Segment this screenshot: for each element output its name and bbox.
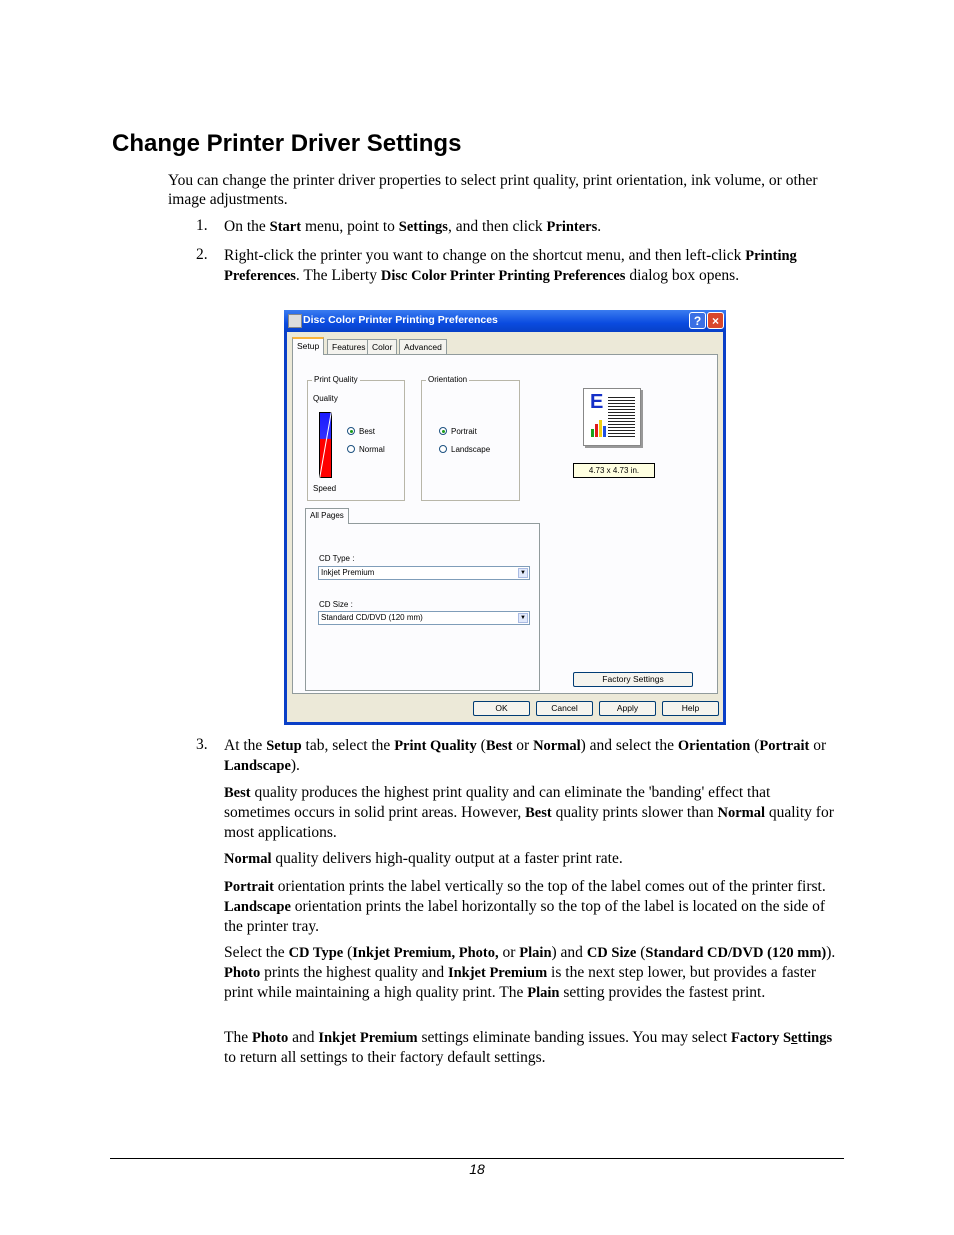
print-quality-group bbox=[307, 375, 405, 501]
apply-button[interactable]: Apply bbox=[599, 701, 656, 716]
cancel-button[interactable]: Cancel bbox=[536, 701, 593, 716]
setup-tab-panel bbox=[292, 354, 718, 694]
page-preview-image bbox=[583, 388, 641, 446]
print-quality-label: Print Quality bbox=[314, 375, 358, 384]
orientation-group bbox=[421, 375, 520, 501]
preview-bar bbox=[599, 420, 602, 437]
normal-paragraph: Normal quality delivers high-quality output at a faster print rate. bbox=[224, 850, 623, 867]
tab-color[interactable]: Color bbox=[367, 339, 397, 354]
portrait-radio[interactable] bbox=[439, 427, 447, 435]
cd-type-label: CD Type : bbox=[319, 554, 355, 563]
all-pages-panel bbox=[305, 523, 540, 691]
printing-preferences-dialog bbox=[284, 310, 726, 725]
quality-label: Quality bbox=[313, 394, 338, 403]
normal-label: Normal bbox=[359, 445, 385, 454]
cd-size-label: CD Size : bbox=[319, 600, 353, 609]
preview-bar bbox=[603, 426, 606, 437]
step-number: 2. bbox=[196, 246, 208, 263]
step-1-text: On the Start menu, point to Settings, and then click Printers. bbox=[224, 218, 602, 235]
step-3-text: At the Setup tab, select the Print Quality (Best or Normal) and select the Orientation (Portrait or Landscape). bbox=[224, 737, 827, 774]
portrait-label: Portrait bbox=[451, 427, 477, 436]
preview-bar bbox=[591, 429, 594, 437]
preview-bar bbox=[595, 424, 598, 437]
photo-paragraph: The Photo and Inkjet Premium settings eliminate banding issues. You may select Factory Settings to return all settings to their factory default settings. bbox=[224, 1029, 833, 1066]
page-title: Change Printer Driver Settings bbox=[112, 130, 462, 157]
best-paragraph: Best quality produces the highest print quality and can eliminate the 'banding' effect that sometimes occurs in solid print areas. However, Best quality prints slower than Normal quality for most applications. bbox=[224, 784, 834, 841]
cd-type-value: Inkjet Premium bbox=[321, 568, 375, 577]
tab-features[interactable]: Features bbox=[327, 339, 371, 354]
quality-speed-bar bbox=[319, 412, 332, 478]
speed-label: Speed bbox=[313, 484, 337, 493]
normal-radio[interactable] bbox=[347, 445, 355, 453]
paper-size-label: 4.73 x 4.73 in. bbox=[573, 463, 655, 478]
step-number: 1. bbox=[196, 217, 208, 234]
orientation-label: Orientation bbox=[428, 375, 468, 384]
tab-advanced[interactable]: Advanced bbox=[399, 339, 447, 354]
tab-all-pages[interactable]: All Pages bbox=[305, 508, 349, 524]
portrait-paragraph: Portrait orientation prints the label vertically so the top of the label comes out of the printer first. Landscape orientation prints the label horizontally so the top of the label is located on the side of the printer tray. bbox=[224, 878, 826, 935]
help-button[interactable]: Help bbox=[662, 701, 719, 716]
preview-lines bbox=[608, 395, 635, 437]
page-number: 18 bbox=[469, 1161, 485, 1177]
best-label: Best bbox=[359, 427, 376, 436]
step-2-text: Right-click the printer you want to change on the shortcut menu, and then left-click Printing Preferences. The Liberty Disc Color Printer Printing Preferences dialog box opens. bbox=[224, 247, 797, 284]
step-number: 3. bbox=[196, 736, 208, 753]
cd-type-paragraph: Select the CD Type (Inkjet Premium, Photo, or Plain) and CD Size (Standard CD/DVD (120 mm)). Photo prints the highest quality and Inkjet Premium is the next step lower, but provides a faster print while maintaining a high quality print. The Plain setting provides the fastest print. bbox=[224, 944, 836, 1001]
chevron-down-icon[interactable]: ▼ bbox=[518, 613, 528, 623]
help-icon[interactable]: ? bbox=[689, 312, 706, 329]
tab-setup[interactable]: Setup bbox=[292, 337, 324, 355]
footer-rule bbox=[110, 1158, 844, 1159]
best-radio[interactable] bbox=[347, 427, 355, 435]
preview-letter: E bbox=[590, 391, 604, 413]
cd-size-value: Standard CD/DVD (120 mm) bbox=[321, 613, 423, 622]
dialog-title-bar bbox=[284, 310, 726, 332]
intro-paragraph: You can change the printer driver properties to select print quality, print orientation, ink volume, or other image adjustments. bbox=[168, 172, 818, 208]
landscape-label: Landscape bbox=[451, 445, 491, 454]
cd-type-select[interactable] bbox=[318, 566, 530, 580]
factory-settings-button[interactable]: Factory Settings bbox=[573, 672, 693, 687]
landscape-radio[interactable] bbox=[439, 445, 447, 453]
dialog-title: Disc Color Printer Printing Preferences bbox=[303, 314, 498, 326]
cd-size-select[interactable] bbox=[318, 611, 530, 625]
printer-icon bbox=[288, 314, 302, 328]
chevron-down-icon[interactable]: ▼ bbox=[518, 568, 528, 578]
dialog-client-area bbox=[287, 332, 723, 722]
close-icon[interactable]: × bbox=[707, 312, 724, 329]
ok-button[interactable]: OK bbox=[473, 701, 530, 716]
